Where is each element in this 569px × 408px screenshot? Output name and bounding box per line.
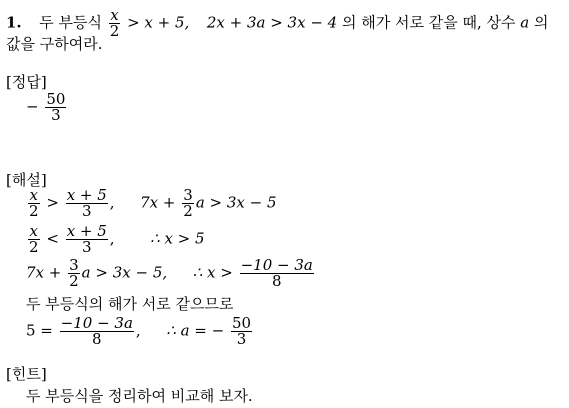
problem-number: 1. [6, 13, 22, 32]
explanation-line-1: $\frac{x}{2}$ > $\frac{x + 5}{3}$ , 7x + $\frac{3}{2}$ a > 3x − 5 [29, 186, 277, 220]
explanation-heading: [해설] [6, 171, 47, 189]
hint-text: 두 부등식을 정리하여 비교해 보자. [26, 387, 253, 405]
hint-heading: [힌트] [6, 365, 47, 383]
answer-fraction: $\frac{50}{3}$ [46, 90, 66, 124]
problem-inequality-2: 2x + 3a > 3x − 4 [206, 13, 338, 32]
explanation-line-5: 5 = $\frac{-10 - 3a}{8}$ , ∴ a = − $\frac{50}{3}$ [26, 314, 252, 348]
problem-line-2: 값을 구하여라. [6, 35, 103, 53]
problem-text-after: 의 해가 서로 같을 때, 상수 [342, 13, 516, 32]
problem-inequality-1-rest: > x + 5, [127, 13, 190, 32]
problem-text-end: 의 [534, 13, 549, 32]
explanation-line-4: 두 부등식의 해가 서로 같으므로 [26, 295, 234, 313]
answer-heading: [정답] [6, 73, 47, 91]
problem-text-before: 두 부등식 [39, 13, 102, 32]
answer-sign: − [26, 97, 39, 116]
answer-value [26, 92, 68, 123]
problem-fraction-1: $\frac{x}{2}$ [109, 6, 120, 40]
explanation-line-3: 7x + $\frac{3}{2}$ a > 3x − 5, ∴ x > $\frac{-10 - 3a}{8}$ [26, 256, 313, 290]
explanation-line-2: $\frac{x}{2}$ < $\frac{x + 5}{3}$ , ∴ x > 5 [29, 222, 205, 256]
problem-var: a [520, 13, 530, 32]
